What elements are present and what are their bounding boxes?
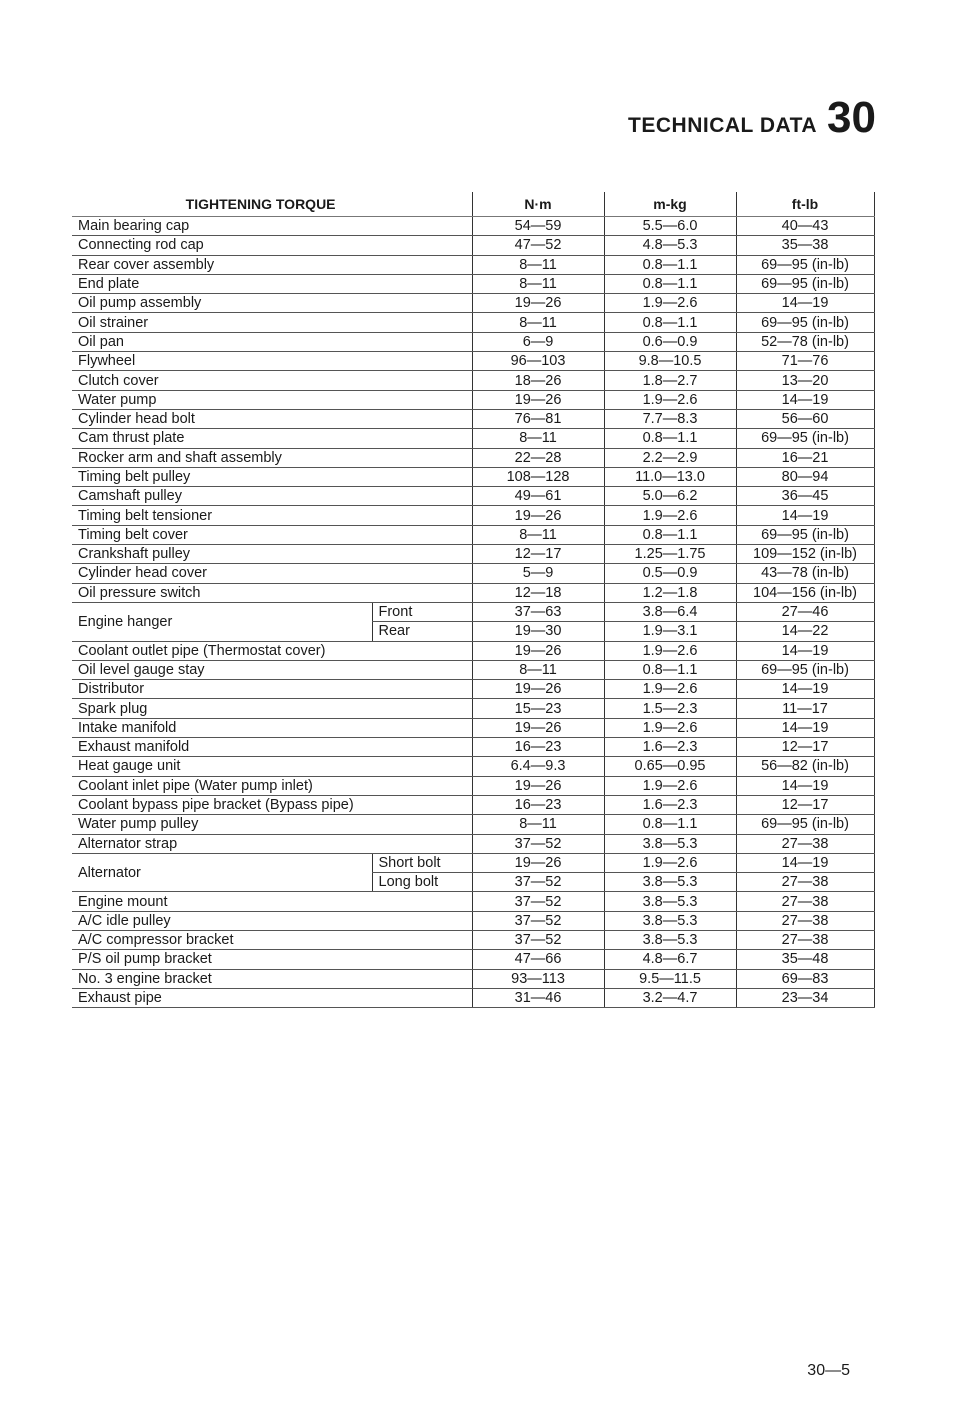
value-ftlb: 13—20 [736,371,874,390]
value-nm: 108—128 [472,467,604,486]
value-ftlb: 27—38 [736,873,874,892]
value-nm: 5—9 [472,564,604,583]
table-body [72,217,874,1008]
table-row [72,313,874,332]
item-subname: Rear [372,622,472,641]
value-nm: 19—26 [472,680,604,699]
table-row [72,834,874,853]
value-mkg: 0.6—0.9 [604,332,736,351]
value-nm: 37—52 [472,892,604,911]
item-subname: Long bolt [372,873,472,892]
value-mkg: 1.9—2.6 [604,776,736,795]
value-ftlb: 69—95 (in-lb) [736,525,874,544]
value-ftlb: 35—38 [736,236,874,255]
table-row [72,487,874,506]
value-ftlb: 27—38 [736,892,874,911]
value-mkg: 3.2—4.7 [604,988,736,1007]
value-nm: 19—26 [472,853,604,872]
value-ftlb: 14—19 [736,294,874,313]
value-ftlb: 27—38 [736,911,874,930]
value-nm: 37—52 [472,873,604,892]
value-ftlb: 12—17 [736,795,874,814]
table-row [72,236,874,255]
value-mkg: 0.8—1.1 [604,313,736,332]
value-nm: 8—11 [472,313,604,332]
item-name: Oil pump assembly [72,294,472,313]
page-number: 30—5 [807,1362,850,1379]
section-number: 30 [827,93,876,142]
item-name: Coolant bypass pipe bracket (Bypass pipe) [72,795,472,814]
value-ftlb: 14—19 [736,680,874,699]
table-row [72,371,874,390]
table-row [72,911,874,930]
value-nm: 8—11 [472,525,604,544]
table-row [72,738,874,757]
value-mkg: 1.9—2.6 [604,390,736,409]
item-name: Timing belt cover [72,525,472,544]
value-mkg: 1.9—2.6 [604,853,736,872]
value-ftlb: 52—78 (in-lb) [736,332,874,351]
value-ftlb: 69—95 (in-lb) [736,313,874,332]
item-name: Exhaust manifold [72,738,472,757]
table-row [72,930,874,949]
table-row [72,776,874,795]
table-row [72,352,874,371]
table-row [72,892,874,911]
value-nm: 19—26 [472,506,604,525]
value-ftlb: 12—17 [736,738,874,757]
table-row [72,274,874,293]
value-mkg: 1.9—3.1 [604,622,736,641]
value-ftlb: 35—48 [736,950,874,969]
column-header-mkg: m-kg [604,192,736,217]
table-row [72,853,874,872]
tightening-torque-table [72,192,875,1008]
item-name: End plate [72,274,472,293]
value-mkg: 2.2—2.9 [604,448,736,467]
item-name: Spark plug [72,699,472,718]
value-mkg: 0.8—1.1 [604,274,736,293]
table-header-row [72,192,874,217]
item-name: Coolant inlet pipe (Water pump inlet) [72,776,472,795]
item-name: Water pump pulley [72,815,472,834]
item-name: Heat gauge unit [72,757,472,776]
value-ftlb: 56—60 [736,409,874,428]
value-nm: 22—28 [472,448,604,467]
value-ftlb: 43—78 (in-lb) [736,564,874,583]
item-name: Intake manifold [72,718,472,737]
item-name: Distributor [72,680,472,699]
value-ftlb: 14—22 [736,622,874,641]
table-row [72,583,874,602]
value-ftlb: 11—17 [736,699,874,718]
value-ftlb: 104—156 (in-lb) [736,583,874,602]
value-nm: 8—11 [472,274,604,293]
value-nm: 47—52 [472,236,604,255]
value-mkg: 5.5—6.0 [604,217,736,236]
value-nm: 6—9 [472,332,604,351]
item-name: Cylinder head cover [72,564,472,583]
value-nm: 31—46 [472,988,604,1007]
value-nm: 37—63 [472,602,604,621]
value-ftlb: 80—94 [736,467,874,486]
value-mkg: 1.5—2.3 [604,699,736,718]
value-nm: 12—17 [472,545,604,564]
item-name: Timing belt tensioner [72,506,472,525]
value-ftlb: 16—21 [736,448,874,467]
value-mkg: 7.7—8.3 [604,409,736,428]
item-name: Flywheel [72,352,472,371]
value-nm: 96—103 [472,352,604,371]
table-row [72,660,874,679]
value-mkg: 4.8—6.7 [604,950,736,969]
value-nm: 37—52 [472,911,604,930]
item-name: Timing belt pulley [72,467,472,486]
item-name: No. 3 engine bracket [72,969,472,988]
table-row [72,757,874,776]
value-nm: 19—26 [472,390,604,409]
item-subname: Front [372,602,472,621]
value-nm: 8—11 [472,255,604,274]
column-header-item: TIGHTENING TORQUE [72,192,472,217]
value-mkg: 0.8—1.1 [604,429,736,448]
item-name: Main bearing cap [72,217,472,236]
value-mkg: 1.9—2.6 [604,506,736,525]
value-nm: 19—26 [472,641,604,660]
value-mkg: 0.5—0.9 [604,564,736,583]
table-row [72,255,874,274]
value-ftlb: 109—152 (in-lb) [736,545,874,564]
value-ftlb: 69—83 [736,969,874,988]
value-mkg: 1.9—2.6 [604,718,736,737]
value-ftlb: 14—19 [736,853,874,872]
value-nm: 15—23 [472,699,604,718]
item-name: Oil pressure switch [72,583,472,602]
table-row [72,564,874,583]
value-mkg: 1.9—2.6 [604,680,736,699]
value-nm: 93—113 [472,969,604,988]
value-mkg: 3.8—6.4 [604,602,736,621]
item-name: Engine hanger [72,602,372,641]
value-mkg: 1.6—2.3 [604,795,736,814]
page-title: TECHNICAL DATA [628,114,818,137]
table-row [72,988,874,1007]
item-name: Oil level gauge stay [72,660,472,679]
value-ftlb: 69—95 (in-lb) [736,815,874,834]
value-mkg: 5.0—6.2 [604,487,736,506]
value-nm: 76—81 [472,409,604,428]
value-mkg: 3.8—5.3 [604,911,736,930]
value-mkg: 0.8—1.1 [604,815,736,834]
table-row [72,641,874,660]
value-ftlb: 27—38 [736,930,874,949]
item-name: A/C compressor bracket [72,930,472,949]
table-row [72,969,874,988]
item-name: Cylinder head bolt [72,409,472,428]
value-mkg: 3.8—5.3 [604,834,736,853]
table-row [72,795,874,814]
table-row [72,429,874,448]
value-ftlb: 69—95 (in-lb) [736,274,874,293]
value-mkg: 11.0—13.0 [604,467,736,486]
item-name: Crankshaft pulley [72,545,472,564]
value-nm: 37—52 [472,930,604,949]
value-mkg: 1.8—2.7 [604,371,736,390]
table-row [72,699,874,718]
value-nm: 16—23 [472,795,604,814]
value-mkg: 1.2—1.8 [604,583,736,602]
value-nm: 8—11 [472,660,604,679]
table-row [72,545,874,564]
item-name: Oil strainer [72,313,472,332]
table-row [72,680,874,699]
value-nm: 19—26 [472,776,604,795]
value-ftlb: 14—19 [736,390,874,409]
table-row [72,332,874,351]
table-row [72,602,874,621]
value-ftlb: 69—95 (in-lb) [736,255,874,274]
column-header-nm: N·m [472,192,604,217]
table-row [72,294,874,313]
value-ftlb: 40—43 [736,217,874,236]
table-row [72,448,874,467]
table-row [72,950,874,969]
item-name: A/C idle pulley [72,911,472,930]
value-ftlb: 23—34 [736,988,874,1007]
value-ftlb: 69—95 (in-lb) [736,429,874,448]
item-name: Clutch cover [72,371,472,390]
table-row [72,525,874,544]
value-nm: 19—26 [472,718,604,737]
value-mkg: 1.25—1.75 [604,545,736,564]
column-header-ftlb: ft-lb [736,192,874,217]
value-mkg: 3.8—5.3 [604,930,736,949]
item-name: Rocker arm and shaft assembly [72,448,472,467]
value-ftlb: 14—19 [736,641,874,660]
table-row [72,718,874,737]
table-row [72,390,874,409]
value-nm: 47—66 [472,950,604,969]
item-name: Engine mount [72,892,472,911]
value-ftlb: 14—19 [736,718,874,737]
item-name: Coolant outlet pipe (Thermostat cover) [72,641,472,660]
value-ftlb: 14—19 [736,506,874,525]
item-name: P/S oil pump bracket [72,950,472,969]
value-mkg: 3.8—5.3 [604,873,736,892]
page-header [628,93,876,142]
value-nm: 49—61 [472,487,604,506]
value-ftlb: 27—38 [736,834,874,853]
value-mkg: 0.65—0.95 [604,757,736,776]
value-nm: 8—11 [472,429,604,448]
value-mkg: 9.5—11.5 [604,969,736,988]
value-mkg: 1.6—2.3 [604,738,736,757]
value-nm: 8—11 [472,815,604,834]
value-ftlb: 36—45 [736,487,874,506]
value-nm: 18—26 [472,371,604,390]
item-name: Oil pan [72,332,472,351]
table-row [72,815,874,834]
item-name: Cam thrust plate [72,429,472,448]
table-row [72,506,874,525]
value-mkg: 3.8—5.3 [604,892,736,911]
value-nm: 19—26 [472,294,604,313]
value-nm: 37—52 [472,834,604,853]
value-ftlb: 69—95 (in-lb) [736,660,874,679]
item-name: Connecting rod cap [72,236,472,255]
value-nm: 16—23 [472,738,604,757]
value-ftlb: 56—82 (in-lb) [736,757,874,776]
value-mkg: 1.9—2.6 [604,641,736,660]
value-mkg: 9.8—10.5 [604,352,736,371]
value-ftlb: 71—76 [736,352,874,371]
value-mkg: 4.8—5.3 [604,236,736,255]
value-mkg: 0.8—1.1 [604,525,736,544]
value-mkg: 0.8—1.1 [604,255,736,274]
item-name: Water pump [72,390,472,409]
item-name: Rear cover assembly [72,255,472,274]
value-ftlb: 27—46 [736,602,874,621]
value-ftlb: 14—19 [736,776,874,795]
table-row [72,467,874,486]
item-name: Exhaust pipe [72,988,472,1007]
item-subname: Short bolt [372,853,472,872]
value-nm: 6.4—9.3 [472,757,604,776]
value-nm: 19—30 [472,622,604,641]
value-nm: 54—59 [472,217,604,236]
item-name: Alternator strap [72,834,472,853]
table-row [72,409,874,428]
item-name: Alternator [72,853,372,892]
value-mkg: 1.9—2.6 [604,294,736,313]
value-nm: 12—18 [472,583,604,602]
value-mkg: 0.8—1.1 [604,660,736,679]
table-row [72,217,874,236]
item-name: Camshaft pulley [72,487,472,506]
